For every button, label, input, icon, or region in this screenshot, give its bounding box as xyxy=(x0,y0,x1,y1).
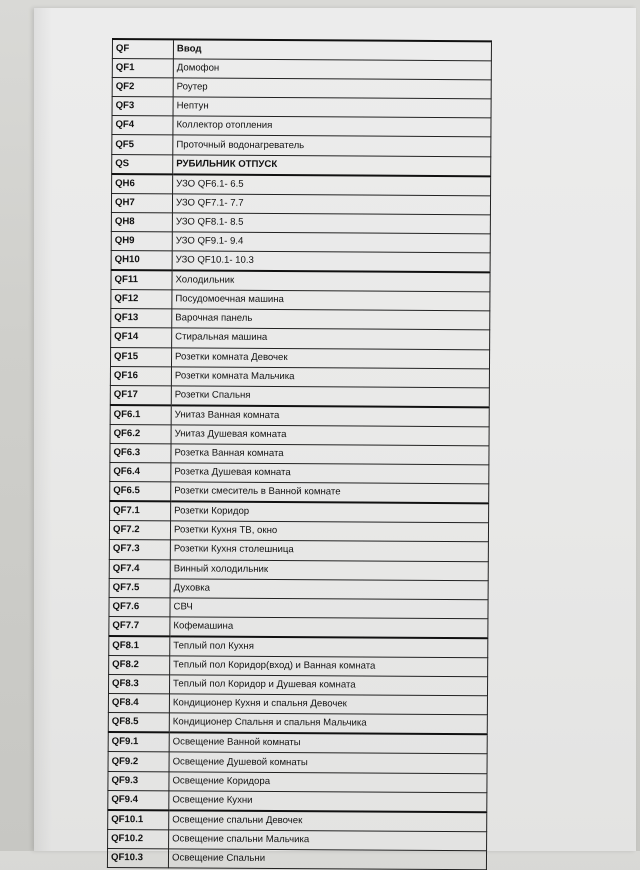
circuit-name: Розетка Душевая комната xyxy=(171,463,489,484)
breaker-code: QF15 xyxy=(110,347,171,366)
table-row xyxy=(110,501,489,523)
table-row xyxy=(111,270,490,292)
breaker-code: QF7.3 xyxy=(109,540,170,559)
table-row xyxy=(110,424,489,445)
header-code-cell: QF xyxy=(112,39,173,59)
breaker-code: QF8.4 xyxy=(108,694,169,713)
circuit-name: Кондиционер Кухня и спальня Девочек xyxy=(169,694,487,715)
circuit-name: Коллектор отопления xyxy=(173,116,491,137)
breaker-code: QH7 xyxy=(111,193,172,212)
breaker-code: QF16 xyxy=(110,366,171,385)
breaker-code: QF7.4 xyxy=(109,559,170,578)
breaker-code: QF9.3 xyxy=(108,771,169,790)
circuit-name: УЗО QF9.1- 9.4 xyxy=(172,232,490,253)
circuit-name: Духовка xyxy=(170,578,488,599)
table-row xyxy=(108,732,487,754)
breaker-code: QF8.5 xyxy=(108,713,169,733)
breaker-code: QF7.6 xyxy=(109,597,170,616)
circuit-name: Роутер xyxy=(173,78,491,99)
table-row xyxy=(112,78,491,99)
circuit-name: Освещение Душевой комнаты xyxy=(169,752,487,773)
table-row xyxy=(111,193,490,214)
table-row xyxy=(111,251,490,273)
table-row xyxy=(109,559,488,580)
circuit-name: РУБИЛЬНИК ОТПУСК xyxy=(173,154,491,176)
table-row xyxy=(112,116,491,137)
table-row xyxy=(109,597,488,618)
circuit-name: Нептун xyxy=(173,97,491,118)
circuit-name: Проточный водонагреватель xyxy=(173,135,491,156)
circuit-name: Кондиционер Спальня и спальня Мальчика xyxy=(169,713,487,735)
breaker-code: QF12 xyxy=(111,290,172,309)
circuit-name: Освещение Коридора xyxy=(169,771,487,792)
circuit-name: Розетка Ванная комната xyxy=(171,444,489,465)
table-row xyxy=(108,771,487,792)
circuit-name: Розетки Кухня ТВ, окно xyxy=(170,521,488,542)
table-row xyxy=(108,810,487,832)
circuit-name: Освещение Кухни xyxy=(169,791,487,813)
table-row xyxy=(109,616,488,638)
circuit-name: Розетки Коридор xyxy=(171,502,489,524)
circuit-name: Освещение спальни Мальчика xyxy=(169,830,487,851)
circuit-name: УЗО QF6.1- 6.5 xyxy=(173,174,491,196)
table-row xyxy=(109,655,488,676)
table-row xyxy=(112,135,491,156)
breaker-code: QF17 xyxy=(110,385,171,405)
circuit-name: Розетки комната Девочек xyxy=(171,347,489,368)
table-row xyxy=(110,385,489,407)
table-row xyxy=(110,443,489,464)
breaker-code: QF1 xyxy=(112,59,173,78)
circuit-name: Освещение Спальни xyxy=(168,849,486,870)
table-row xyxy=(111,328,490,349)
breaker-code: QF9.4 xyxy=(108,790,169,810)
breaker-code: QF9.1 xyxy=(108,732,169,752)
table-row xyxy=(110,405,489,427)
breaker-code: QF5 xyxy=(112,135,173,154)
table-row xyxy=(111,212,490,233)
paper-shadow xyxy=(34,8,52,851)
table-row xyxy=(109,578,488,599)
table-row xyxy=(111,309,490,330)
table-row xyxy=(108,752,487,773)
breaker-code: QH9 xyxy=(111,231,172,250)
table-row xyxy=(108,790,487,812)
table-row xyxy=(109,636,488,658)
circuit-name: УЗО QF8.1- 8.5 xyxy=(172,213,490,234)
table-row xyxy=(107,848,486,869)
breaker-code: QS xyxy=(112,154,173,174)
breaker-code: QF14 xyxy=(111,328,172,347)
circuit-name: УЗО QF7.1- 7.7 xyxy=(172,194,490,215)
breaker-code: QF3 xyxy=(112,97,173,116)
table-row xyxy=(108,694,487,715)
breaker-code: QF7.2 xyxy=(109,521,170,540)
breaker-code: QF6.2 xyxy=(110,424,171,443)
breaker-code: QF7.7 xyxy=(109,616,170,636)
circuit-name: Варочная панель xyxy=(172,309,490,330)
table-row xyxy=(110,347,489,368)
table-row xyxy=(108,829,487,850)
breaker-code: QF6.4 xyxy=(110,463,171,482)
circuit-name: Домофон xyxy=(173,59,491,80)
breaker-code: QH8 xyxy=(111,212,172,231)
breaker-code: QF2 xyxy=(112,78,173,97)
breaker-code: QF10.2 xyxy=(108,829,169,848)
breaker-code: QF9.2 xyxy=(108,752,169,771)
table-row xyxy=(110,366,489,387)
circuit-name: УЗО QF10.1- 10.3 xyxy=(172,251,490,273)
breaker-code: QF8.2 xyxy=(109,655,170,674)
breaker-code: QH6 xyxy=(112,174,173,194)
circuit-name: Теплый пол Коридор и Душевая комната xyxy=(169,675,487,696)
table-row xyxy=(110,463,489,484)
breaker-code: QF13 xyxy=(111,309,172,328)
table-row xyxy=(110,482,489,504)
table-row xyxy=(111,290,490,311)
breaker-code: QF7.1 xyxy=(110,501,171,521)
table-row xyxy=(108,713,487,735)
circuit-name: Розетки Кухня столешница xyxy=(170,540,488,561)
breaker-code: QF7.5 xyxy=(109,578,170,597)
table-row xyxy=(112,174,491,196)
breaker-code: QF8.1 xyxy=(109,636,170,656)
circuit-name: Унитаз Душевая комната xyxy=(171,425,489,446)
circuit-name: Посудомоечная машина xyxy=(172,290,490,311)
breaker-code: QF6.3 xyxy=(110,443,171,462)
circuit-name: Стиральная машина xyxy=(172,328,490,349)
table-header-row xyxy=(112,39,491,61)
circuit-name: Унитаз Ванная комната xyxy=(171,405,489,427)
circuit-name: Теплый пол Коридор(вход) и Ванная комната xyxy=(170,656,488,677)
breaker-code: QF10.3 xyxy=(107,848,168,867)
table-row xyxy=(112,154,491,176)
breaker-code: QH10 xyxy=(111,251,172,271)
breaker-code: QF4 xyxy=(112,116,173,135)
circuit-name: Розетки смеситель в Ванной комнате xyxy=(171,482,489,504)
table-row xyxy=(109,521,488,542)
table-row xyxy=(108,675,487,696)
breaker-code: QF6.5 xyxy=(110,482,171,502)
breaker-code: QF11 xyxy=(111,270,172,290)
breaker-table xyxy=(107,38,492,870)
circuit-name: СВЧ xyxy=(170,598,488,619)
circuit-name: Теплый пол Кухня xyxy=(170,636,488,658)
table-row xyxy=(109,540,488,561)
breaker-code: QF10.1 xyxy=(108,810,169,830)
circuit-name: Кофемашина xyxy=(170,617,488,639)
circuit-name: Розетки комната Мальчика xyxy=(171,366,489,387)
table-row xyxy=(112,59,491,80)
table-row xyxy=(112,97,491,118)
table-row xyxy=(111,231,490,252)
circuit-name: Освещение спальни Девочек xyxy=(169,810,487,832)
circuit-name: Розетки Спальня xyxy=(171,386,489,408)
circuit-name: Освещение Ванной комнаты xyxy=(169,733,487,755)
breaker-code: QF8.3 xyxy=(108,675,169,694)
circuit-name: Винный холодильник xyxy=(170,559,488,580)
circuit-name: Холодильник xyxy=(172,270,490,292)
breaker-code: QF6.1 xyxy=(110,405,171,425)
header-name-cell: Ввод xyxy=(173,39,491,61)
